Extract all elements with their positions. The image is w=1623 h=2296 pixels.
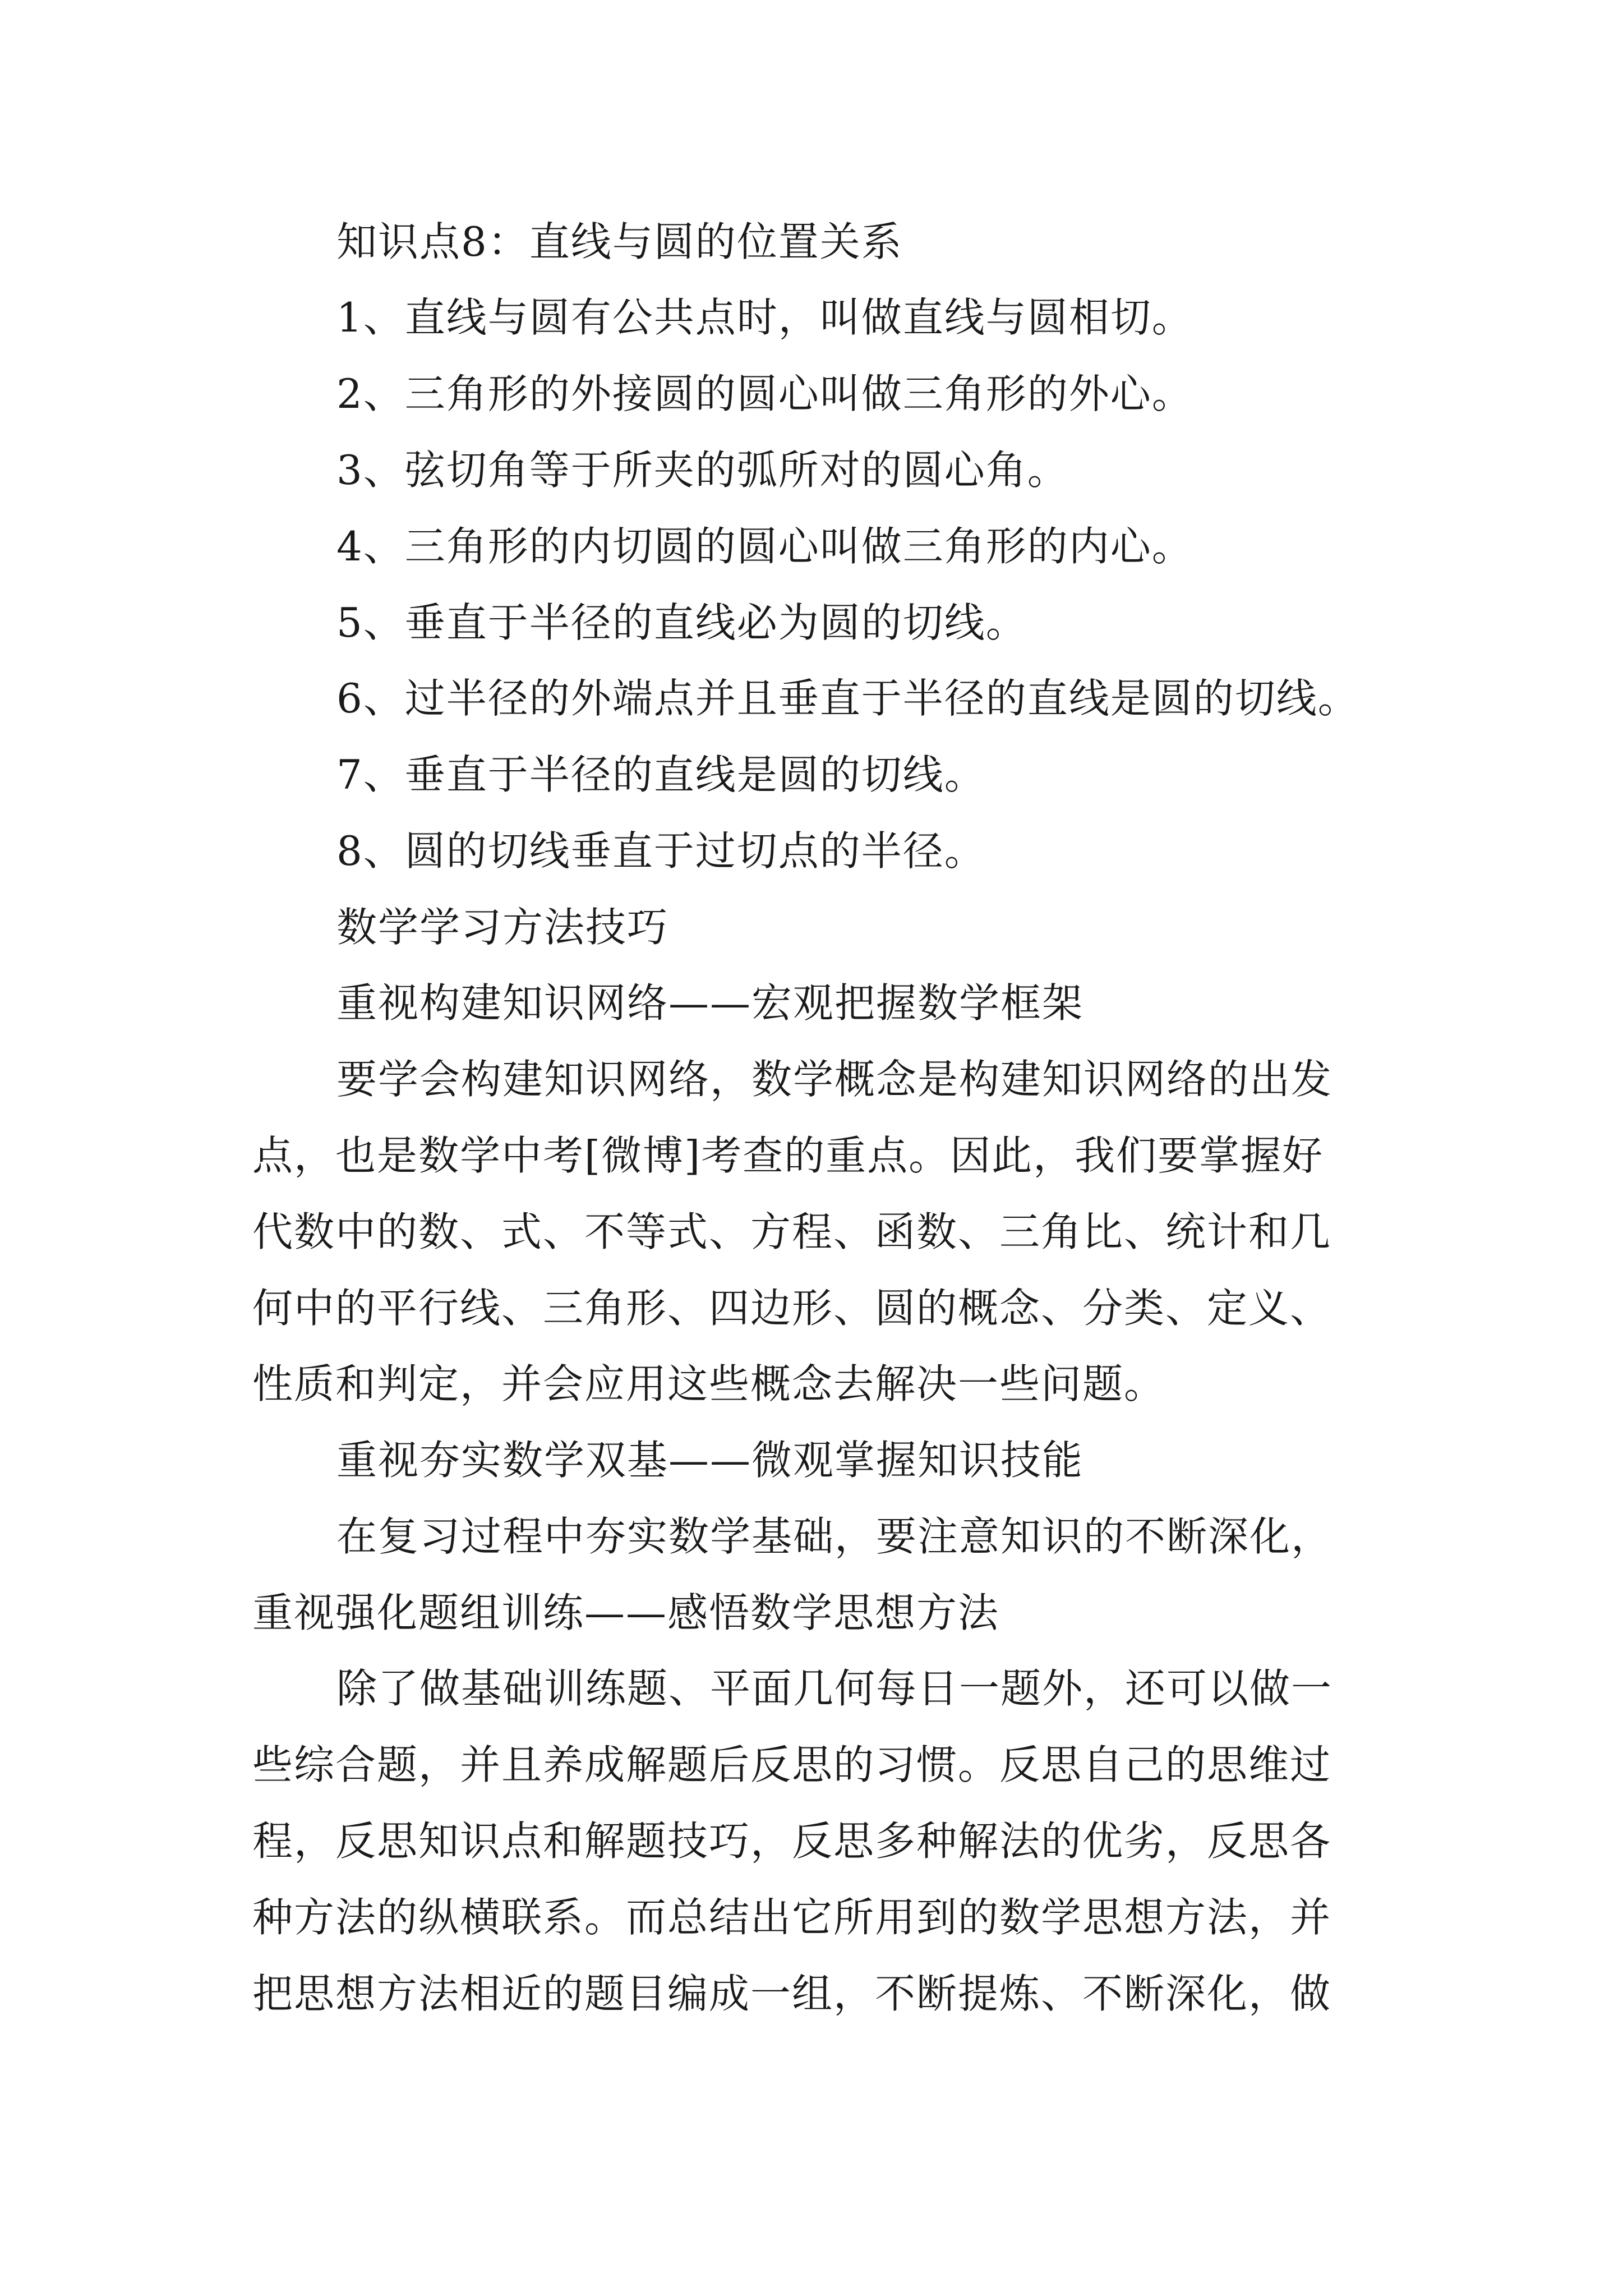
paragraph-3-line-2: 些综合题，并且养成解题后反思的习惯。反思自己的思维过	[252, 1741, 1332, 1788]
subsection-title-1: 重视构建知识网络——宏观把握数学框架	[336, 979, 1084, 1027]
paragraph-3-line-5: 把思想方法相近的题目编成一组，不断提炼、不断深化，做	[252, 1970, 1332, 2017]
paragraph-3-line-3: 程，反思知识点和解题技巧，反思多种解法的优劣，反思各	[252, 1818, 1332, 1865]
paragraph-1-line-5: 性质和判定，并会应用这些概念去解决一些问题。	[252, 1360, 1166, 1407]
list-item-7: 7、垂直于半径的直线是圆的切线。	[336, 751, 986, 798]
section-title: 数学学习方法技巧	[336, 904, 669, 951]
list-item-1: 1、直线与圆有公共点时，叫做直线与圆相切。	[336, 294, 1193, 341]
subsection-title-2: 重视夯实数学双基——微观掌握知识技能	[336, 1437, 1084, 1484]
list-item-5: 5、垂直于半径的直线必为圆的切线。	[336, 599, 1027, 646]
heading-knowledge-point-8: 知识点8：直线与圆的位置关系	[336, 218, 903, 265]
paragraph-1-line-3: 代数中的数、式、不等式、方程、函数、三角比、统计和几	[252, 1208, 1332, 1255]
list-item-4: 4、三角形的内切圆的圆心叫做三角形的内心。	[336, 523, 1193, 570]
list-item-8: 8、圆的切线垂直于过切点的半径。	[336, 827, 986, 875]
list-item-6: 6、过半径的外端点并且垂直于半径的直线是圆的切线。	[336, 675, 1359, 722]
paragraph-1-line-2: 点，也是数学中考[微博]考查的重点。因此，我们要掌握好	[252, 1132, 1324, 1179]
list-item-3: 3、弦切角等于所夹的弧所对的圆心角。	[336, 447, 1069, 494]
paragraph-2-line-1: 在复习过程中夯实数学基础，要注意知识的不断深化，	[336, 1513, 1333, 1560]
paragraph-3-line-1: 除了做基础训练题、平面几何每日一题外，还可以做一	[336, 1665, 1333, 1712]
paragraph-1-line-1: 要学会构建知识网络，数学概念是构建知识网络的出发	[336, 1056, 1333, 1103]
list-item-2: 2、三角形的外接圆的圆心叫做三角形的外心。	[336, 370, 1193, 417]
paragraph-1-line-4: 何中的平行线、三角形、四边形、圆的概念、分类、定义、	[252, 1285, 1332, 1332]
paragraph-2-line-2: 重视强化题组训练——感悟数学思想方法	[252, 1589, 1000, 1636]
paragraph-3-line-4: 种方法的纵横联系。而总结出它所用到的数学思想方法，并	[252, 1894, 1332, 1941]
